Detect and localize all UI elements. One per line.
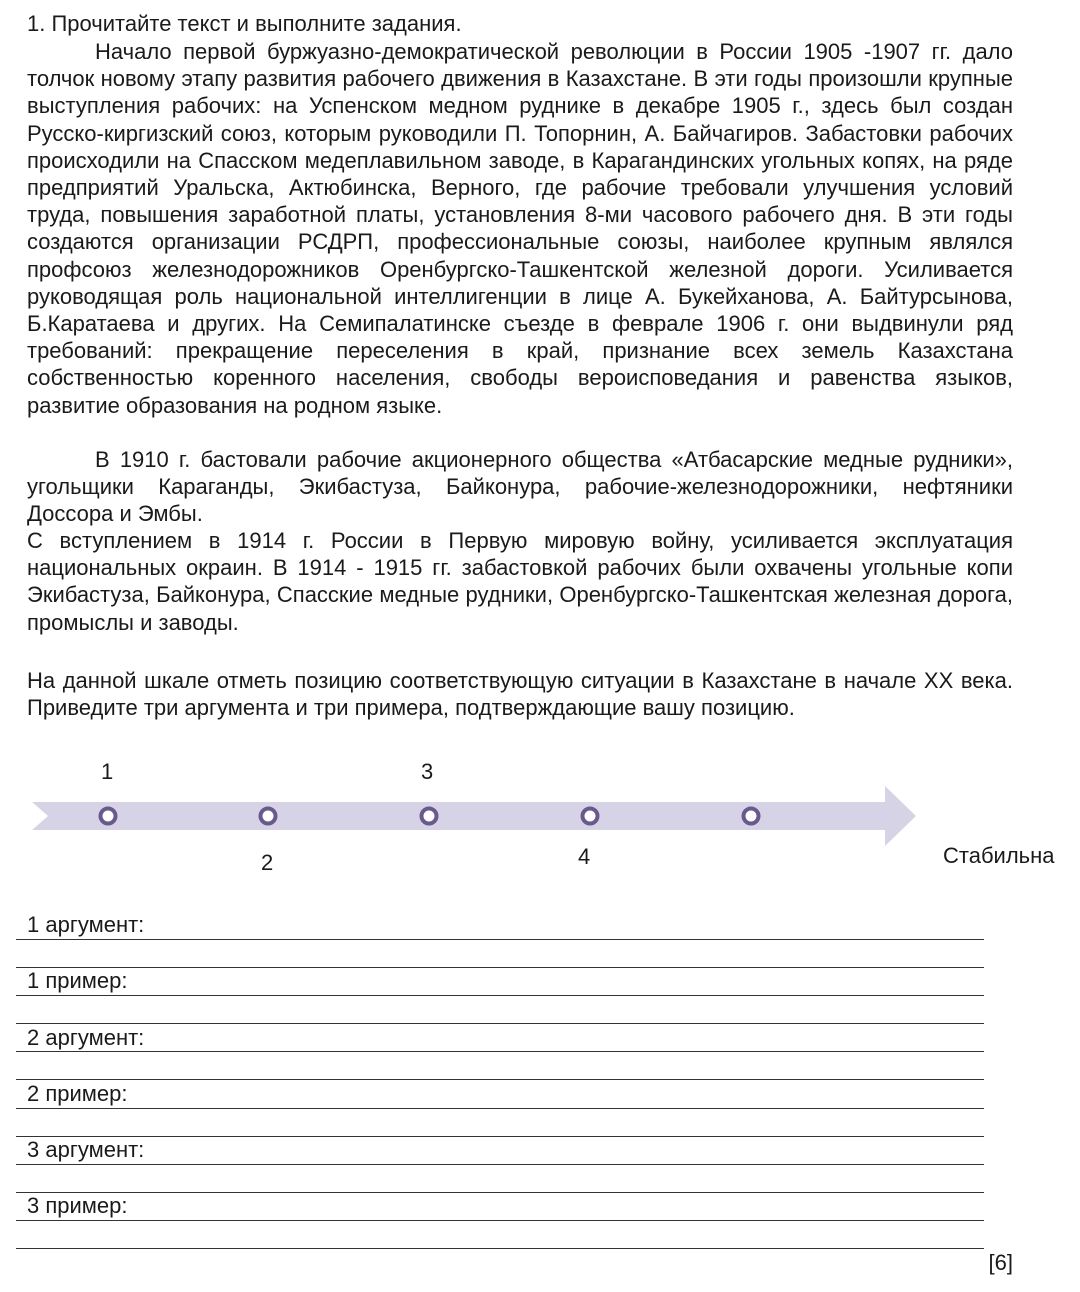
example-2-line-2[interactable]	[16, 1136, 984, 1137]
paragraph-revolution: Начало первой буржуазно-демократической революции в России 1905 -1907 гг. дало толчок новому этапу развития рабочего движения в Казахстане. В эти годы произошли крупные выступления рабочих: на Успенском медном руднике в декабре 1905 г., здесь был создан Русско-киргизский союз, которым руководили П. Топорнин, А. Байчагиров. Забастовки рабочих происходили на Спасском медеплавильном заводе, в Карагандинских угольных копях, на ряде предприятий Уральска, Актюбинска, Верного, где рабочие требовали улучшения условий труда, повышения заработной платы, установления 8-ми часового рабочего дня. В эти годы создаются организации РСДРП, профессиональные союзы, наиболее крупным являлся профсоюз железнодорожников Оренбургско-Ташкентской железной дороги. Усиливается руководящая роль национальной интеллигенции в лице А. Букейханова, А. Байтурсынова, Б.Каратаева и других. На Семипалатинске съезде в феврале 1906 г. они выдвинули ряд требований: прекращение переселения в край, признание всех земель Казахстана собственностью коренного населения, свободы вероисповедания и равенства языков, развитие образования на родном языке.	[27, 39, 1013, 418]
task-title	[27, 10, 462, 38]
scale-marker-5[interactable]	[744, 809, 759, 824]
scale-marker-1[interactable]	[101, 809, 116, 824]
paragraph-1914: С вступлением в 1914 г. России в Первую мировую войну, усиливается эксплуатация национальных окраин. В 1914 - 1915 гг. забастовкой рабочих были охвачены угольные копи Экибастуза, Байконура, Спасские медные рудники, Оренбургско-Ташкентская железная дорога, промыслы и заводы.	[27, 528, 1013, 635]
argument-2-label: 2 аргумент:	[27, 1025, 145, 1050]
task-instruction: . Прочитайте текст и выполните задания.	[39, 11, 462, 36]
scale-label-3: 3	[421, 759, 434, 784]
question-text: На данной шкале отметь позицию соответствующую ситуации в Казахстане в начале XX века. Приведите три аргумента и три примера, подтверждающие вашу позицию.	[27, 668, 1013, 721]
example-3-label: 3 пример:	[27, 1193, 128, 1218]
example-3-line-2[interactable]	[16, 1248, 984, 1249]
argument-1-line-2[interactable]	[16, 967, 984, 968]
example-1-line-1[interactable]	[16, 995, 984, 996]
scale-label-2: 2	[261, 850, 274, 875]
position-scale	[0, 740, 1080, 890]
scale-label-1: 1	[101, 759, 114, 784]
scale-marker-3[interactable]	[422, 809, 437, 824]
argument-2-line-1[interactable]	[16, 1051, 984, 1052]
example-2-label: 2 пример:	[27, 1081, 128, 1106]
argument-1-label: 1 аргумент:	[27, 912, 145, 937]
scale-marker-2[interactable]	[261, 809, 276, 824]
argument-2-line-2[interactable]	[16, 1079, 984, 1080]
scale-marker-4[interactable]	[583, 809, 598, 824]
score-mark: [6]	[988, 1250, 1013, 1275]
example-1-line-2[interactable]	[16, 1023, 984, 1024]
argument-3-label: 3 аргумент:	[27, 1137, 145, 1162]
example-2-line-1[interactable]	[16, 1108, 984, 1109]
scale-label-4: 4	[578, 844, 591, 869]
scale-end-label: Стабильна	[943, 843, 1055, 868]
task-number: 1	[27, 11, 40, 36]
argument-1-line-1[interactable]	[16, 939, 984, 940]
argument-3-line-1[interactable]	[16, 1164, 984, 1165]
argument-3-line-2[interactable]	[16, 1192, 984, 1193]
scale-arrow	[32, 786, 916, 846]
example-1-label: 1 пример:	[27, 968, 128, 993]
example-3-line-1[interactable]	[16, 1220, 984, 1221]
paragraph-1910: В 1910 г. бастовали рабочие акционерного общества «Атбасарские медные рудники», угольщики Караганды, Экибастуза, Байконура, рабочие-железнодорожники, нефтяники Доссора и Эмбы.	[27, 447, 1013, 527]
